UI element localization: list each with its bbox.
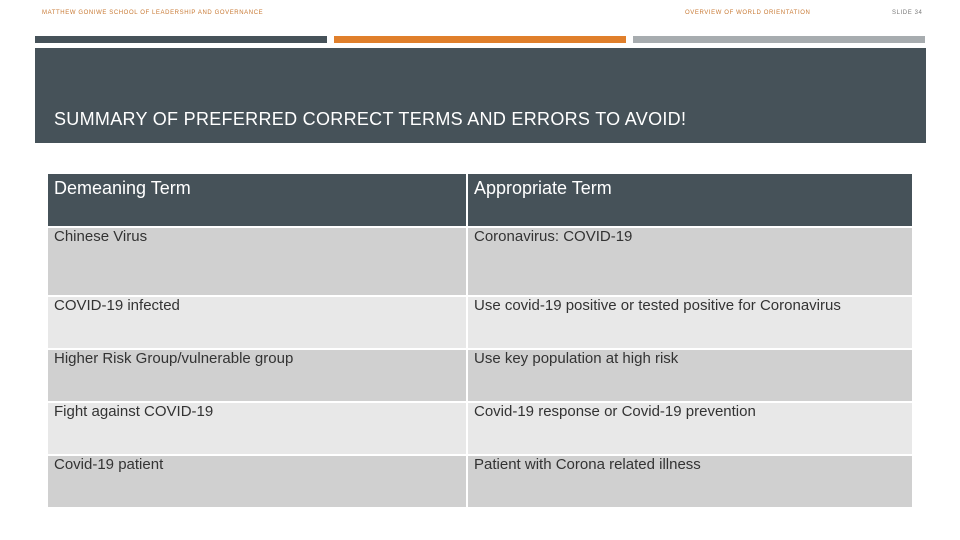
accent-bar-orange <box>334 36 626 43</box>
slide-number: SLIDE 34 <box>892 10 923 16</box>
table-row <box>47 402 913 455</box>
appropriate-term-cell: Patient with Corona related illness <box>467 455 913 508</box>
table-row <box>47 455 913 508</box>
demeaning-term-cell: COVID-19 infected <box>47 296 467 349</box>
header-school-name: MATTHEW GONIWE SCHOOL OF LEADERSHIP AND GOVERNANCE <box>42 10 264 16</box>
header-demeaning-term: Demeaning Term <box>47 173 467 227</box>
demeaning-term-cell: Chinese Virus <box>47 227 467 296</box>
table-row <box>47 296 913 349</box>
header-appropriate-term: Appropriate Term <box>467 173 913 227</box>
demeaning-term-cell: Fight against COVID-19 <box>47 402 467 455</box>
appropriate-term-cell: Use covid-19 positive or tested positive for Coronavirus <box>467 296 913 349</box>
title-band <box>35 48 926 143</box>
header-section-title: OVERVIEW OF WORLD ORIENTATION <box>685 10 811 16</box>
accent-bar-gray <box>633 36 925 43</box>
demeaning-term-cell: Covid-19 patient <box>47 455 467 508</box>
slide-title: SUMMARY OF PREFERRED CORRECT TERMS AND ERRORS TO AVOID! <box>54 109 687 129</box>
terms-table <box>46 172 914 509</box>
table-row <box>47 349 913 402</box>
demeaning-term-cell: Higher Risk Group/vulnerable group <box>47 349 467 402</box>
appropriate-term-cell: Use key population at high risk <box>467 349 913 402</box>
appropriate-term-cell: Coronavirus: COVID-19 <box>467 227 913 296</box>
accent-bar-dark <box>35 36 327 43</box>
appropriate-term-cell: Covid-19 response or Covid-19 prevention <box>467 402 913 455</box>
table-header-row <box>47 173 913 227</box>
table-row <box>47 227 913 296</box>
